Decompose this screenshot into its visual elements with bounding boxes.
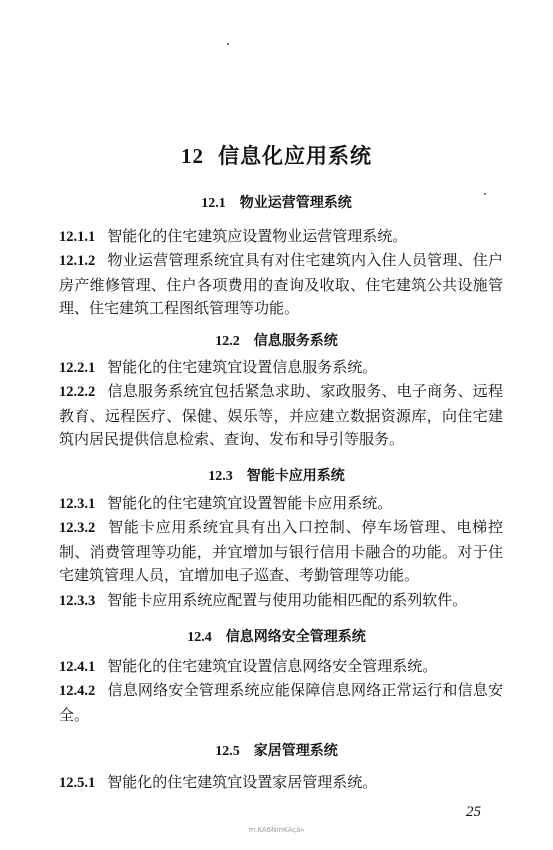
section-title-text: 信息服务系统 — [253, 333, 338, 349]
clause — [59, 589, 503, 614]
clause-number: 12.3.3 — [59, 593, 96, 609]
section-heading — [0, 192, 553, 212]
clause — [59, 655, 503, 680]
clause-text: 智能卡应用系统应配置与使用功能相匹配的系列软件。 — [107, 591, 468, 609]
chapter-title — [0, 140, 553, 170]
clause — [59, 249, 503, 321]
clause-number: 12.1.2 — [59, 253, 96, 269]
clause-text: 智能化的住宅建筑宜设置家居管理系统。 — [107, 773, 378, 791]
chapter-number: 12 — [181, 144, 204, 168]
chapter-title-text: 信息化应用系统 — [218, 143, 372, 168]
clause-number: 12.4.2 — [59, 683, 96, 699]
section-number: 12.2 — [215, 334, 240, 349]
clause-number: 12.1.1 — [59, 229, 96, 245]
clause — [59, 516, 503, 588]
footer-watermark: m.KA6ÑmKAçà» — [248, 826, 305, 834]
clause — [59, 380, 503, 452]
section-title-text: 信息网络安全管理系统 — [225, 629, 366, 645]
clause — [59, 492, 503, 517]
section-heading — [0, 330, 553, 350]
section-title-text: 智能卡应用系统 — [246, 468, 345, 484]
clause-text: 智能化的住宅建筑宜设置信息服务系统。 — [107, 358, 378, 376]
section-heading — [0, 626, 553, 646]
clause-number: 12.3.1 — [59, 496, 96, 512]
clause-text: 智能卡应用系统宜具有出入口控制、停车场管理、电梯控制、消费管理等功能，并宜增加与银行信用卡融合的功能。对于住宅建筑管理人员，宜增加电子巡查、考勤管理等功能。 — [59, 518, 503, 584]
scan-speck — [227, 43, 229, 45]
section-number: 12.4 — [187, 630, 212, 645]
clause-text: 物业运营管理系统宜具有对住宅建筑内入住人员管理、住户房产维修管理、住户各项费用的查询及收取、住宅建筑公共设施管理、住宅建筑工程图纸管理等功能。 — [59, 251, 503, 317]
clause — [59, 225, 503, 250]
section-number: 12.1 — [201, 196, 226, 211]
clause-number: 12.4.1 — [59, 659, 96, 675]
clause — [59, 771, 503, 796]
clause-text: 信息服务系统宜包括紧急求助、家政服务、电子商务、远程教育、远程医疗、保健、娱乐等，并应建立数据资源库，向住宅建筑内居民提供信息检索、查询、发布和导引等服务。 — [59, 382, 503, 448]
section-heading — [0, 465, 553, 485]
clause-text: 智能化的住宅建筑宜设置智能卡应用系统。 — [107, 494, 393, 512]
clause — [59, 356, 503, 381]
clause-number: 12.2.1 — [59, 360, 96, 376]
clause-text: 智能化的住宅建筑宜设置信息网络安全管理系统。 — [107, 657, 438, 675]
section-title-text: 家居管理系统 — [253, 743, 338, 759]
section-number: 12.3 — [208, 469, 233, 484]
clause-text: 信息网络安全管理系统应能保障信息网络正常运行和信息安全。 — [59, 681, 503, 724]
section-title-text: 物业运营管理系统 — [239, 195, 352, 211]
clause-text: 智能化的住宅建筑应设置物业运营管理系统。 — [107, 227, 408, 245]
section-number: 12.5 — [215, 744, 240, 759]
clause-number: 12.5.1 — [59, 775, 96, 791]
page-number: 25 — [466, 804, 481, 820]
clause — [59, 679, 503, 727]
clause-number: 12.2.2 — [59, 384, 96, 400]
section-heading — [0, 740, 553, 760]
clause-number: 12.3.2 — [59, 520, 96, 536]
